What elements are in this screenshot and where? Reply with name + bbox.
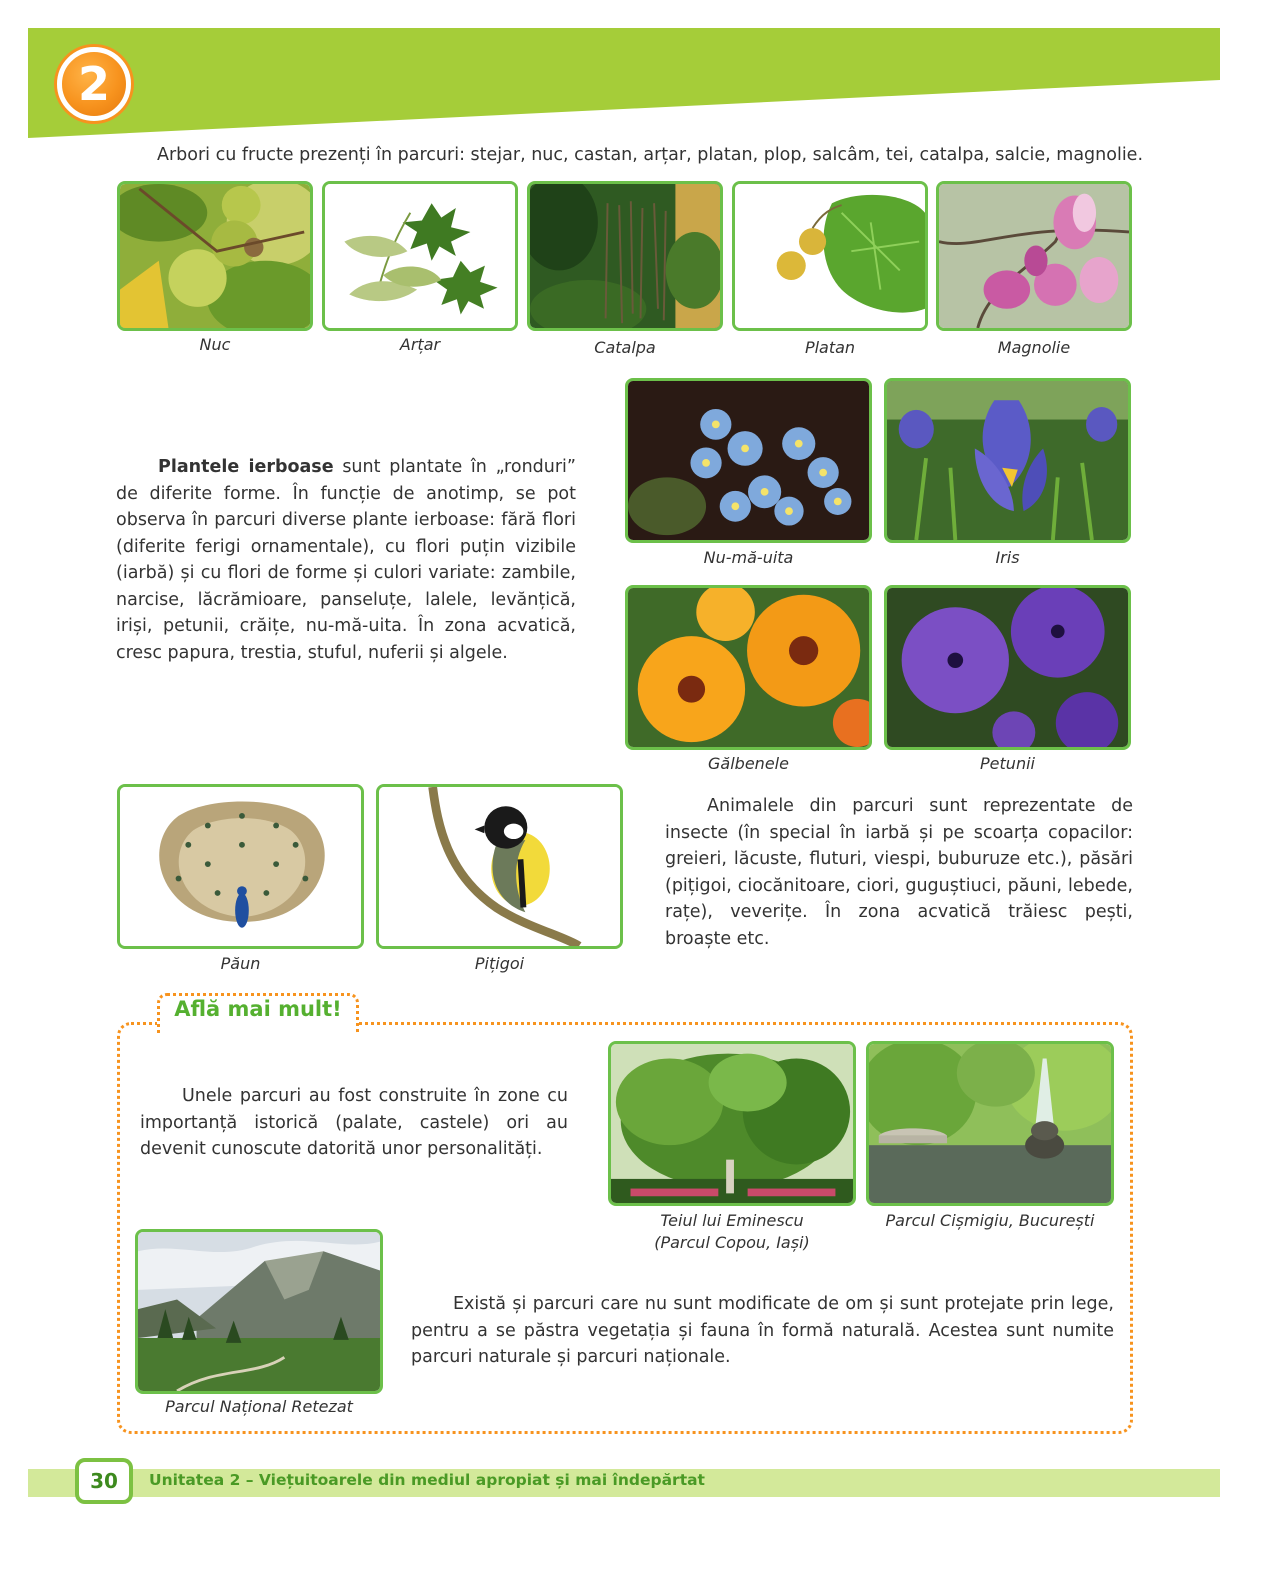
- eminescu-caption-line2: (Parcul Copou, Iași): [654, 1233, 810, 1252]
- animal-caption: Pițigoi: [474, 954, 525, 973]
- great-tit-photo: [376, 784, 623, 949]
- eminescu-caption-line1: Teiul lui Eminescu: [660, 1211, 804, 1230]
- chapter-badge: [57, 47, 131, 121]
- flower-caption: Gălbenele: [708, 754, 789, 773]
- top-banner: [28, 28, 1244, 140]
- natural-parks-paragraph: Există și parcuri care nu sunt modificate de om și sunt protejate prin lege, pentru a se păstra vegetația și fauna în formă naturală. Acestea sunt numite parcuri naturale și parcuri naționale.: [411, 1294, 1114, 1367]
- eminescu-caption: [608, 1210, 856, 1254]
- flower-caption: Iris: [995, 548, 1020, 567]
- maple-photo: [322, 181, 518, 331]
- tree-caption: Arțar: [399, 335, 441, 354]
- cismigiu-park-photo: [866, 1041, 1114, 1206]
- plants-bold-lead: Plantele ierboase: [158, 457, 334, 477]
- plants-paragraph: [116, 454, 576, 666]
- page-number: 30: [75, 1458, 133, 1504]
- petunia-photo: [884, 585, 1131, 750]
- retezat-park-photo: [135, 1229, 383, 1394]
- eminescu-linden-photo: [608, 1041, 856, 1206]
- cismigiu-caption: Parcul Cișmigiu, București: [885, 1211, 1095, 1230]
- retezat-caption: Parcul Național Retezat: [165, 1397, 353, 1416]
- tree-caption: Magnolie: [997, 338, 1071, 357]
- marigold-photo: [625, 585, 872, 750]
- animals-paragraph: Animalele din parcuri sunt reprezentate de insecte (în special în iarbă și pe scoarța copacilor: greieri, lăcuste, fluturi, viespi, buburuze etc.), păsări (pițigoi, ciocănitoare, ciori, guguștiuci, păuni, lebede, rațe), veverițe. În zona acvatică trăiesc pești, broaște etc.: [665, 796, 1133, 949]
- flower-caption: Nu-mă-uita: [703, 548, 794, 567]
- animal-caption: Păun: [220, 954, 261, 973]
- learn-more-title: Află mai mult!: [174, 997, 342, 1021]
- forget-me-not-photo: [625, 378, 872, 543]
- tree-caption: Platan: [804, 338, 856, 357]
- tree-caption: Catalpa: [594, 338, 656, 357]
- walnut-photo: [117, 181, 313, 331]
- plane-tree-photo: [732, 181, 928, 331]
- chapter-number: 2: [77, 57, 110, 111]
- flower-caption: Petunii: [980, 754, 1035, 773]
- intro-text: Arbori cu fructe prezenți în parcuri: stejar, nuc, castan, arțar, platan, plop, salcâm, tei, catalpa, salcie, magnolie.: [157, 145, 1144, 165]
- footer-unit-title: Unitatea 2 – Viețuitoarele din mediul apropiat și mai îndepărtat: [149, 1471, 705, 1489]
- plants-text: sunt plantate în „ronduri” de diferite forme. În funcție de anotimp, se pot observa în parcuri diverse plante ierboase: fără flori (diferite ferigi ornamentale), cu flori puțin vizibile (iarbă) și cu flori de forme și culori variate: zambile, narcise, lăcrămioare, panseluțe, lalele, levănțică, iriși, petunii, crăițe, nu-mă-uita. În zona acvatică, cresc papura, trestia, stuful, nuferii și algele.: [116, 457, 576, 663]
- catalpa-photo: [527, 181, 723, 331]
- magnolia-photo: [936, 181, 1132, 331]
- peacock-photo: [117, 784, 364, 949]
- iris-photo: [884, 378, 1131, 543]
- tree-caption: Nuc: [199, 335, 231, 354]
- history-paragraph: Unele parcuri au fost construite în zone cu importanță istorică (palate, castele) ori au devenit cunoscute datorită unor personalități.: [140, 1086, 568, 1159]
